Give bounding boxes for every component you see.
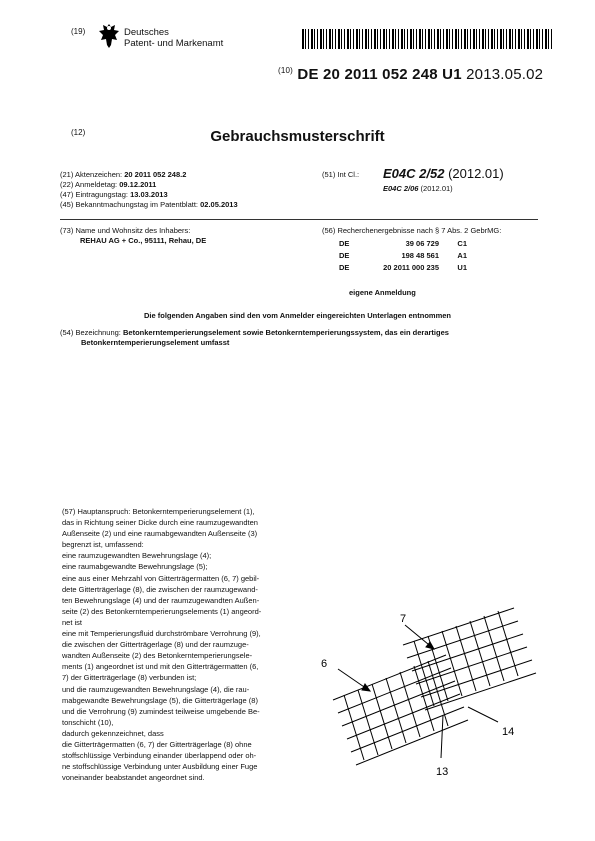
divider (60, 219, 538, 220)
field-value: 09.12.2011 (119, 180, 157, 189)
abstract-line (62, 506, 314, 517)
applicant-note: Die folgenden Angaben sind den vom Anmelder eingereichten Unterlagen entnommen (144, 311, 451, 320)
abstract-line: wandten Außenseite (2) des Betonkerntemperierungsele- (62, 651, 253, 661)
document-type-title: Gebrauchsmusterschrift (210, 128, 385, 145)
abstract-line: dete Gitterträgerlage (8), die zwischen der raumzugewand- (62, 584, 258, 594)
abstract-line: und die raumzugewandten Bewehrungslage (4), die rau- (62, 684, 250, 694)
int-cl-secondary-year: (2012.01) (420, 184, 453, 193)
int-cl-label: Int Cl.: (337, 170, 360, 179)
citation-country: DE (339, 251, 350, 260)
abstract-line: eine raumzugewandten Bewehrungslage (4); (62, 551, 212, 561)
figure-label-13: 13 (436, 766, 449, 778)
designation-title-line1: Betonkerntemperierungselement sowie Betonkerntemperierungssystem, das ein derartiges (122, 328, 449, 337)
field-label: Eintragungstag: (75, 190, 128, 199)
field-filing-date (60, 180, 156, 189)
code-12: (12) (71, 128, 86, 137)
office-name-line2: Patent- und Markenamt (124, 38, 224, 49)
owner-label (60, 226, 190, 235)
field-value: 20 2011 052 248.2 (124, 170, 187, 179)
document-number: DE 20 2011 052 248 U1 (297, 66, 462, 83)
field-code: (21) (60, 170, 74, 179)
field-publication-date (60, 200, 238, 209)
citation-number: 39 06 729 (405, 239, 439, 248)
search-label (322, 226, 501, 235)
office-name-line1: Deutsches (124, 27, 169, 38)
citation-kind: A1 (457, 251, 467, 260)
owner-value (80, 236, 206, 245)
field-label: Recherchenergebnisse nach § 7 Abs. 2 GebrMG: (337, 226, 502, 235)
field-registration-date (60, 190, 168, 199)
field-code: (57) (62, 507, 76, 516)
int-cl-code: (51) (322, 170, 336, 179)
abstract-line: das in Richtung seiner Dicke durch eine raumzugewandten (62, 518, 258, 528)
citation-number: 198 48 561 (401, 251, 439, 260)
office-name (124, 27, 223, 49)
search-note (349, 288, 416, 297)
citation-row (339, 263, 467, 272)
field-value: 13.03.2013 (130, 190, 168, 199)
figure-label-6: 6 (321, 658, 328, 670)
field-label: Bezeichnung: (75, 328, 121, 337)
field-application-number (60, 170, 186, 179)
citation-country: DE (339, 263, 350, 272)
abstract-line: eine raumabgewandte Bewehrungslage (5); (62, 562, 208, 572)
abstract-line: voneinander beabstandet angeordnet sind. (62, 773, 205, 783)
int-cl-main-value: E04C 2/52 (383, 166, 445, 181)
abstract-line: ments (1) angeordnet ist und mit den Gitterträgermatten (6, (62, 662, 259, 672)
abstract-line: und die Verrohrung (9) zumindest teilweise umgebende Be- (62, 706, 260, 716)
barcode (302, 29, 554, 49)
field-value: 02.05.2013 (200, 200, 238, 209)
abstract-line: eine mit Temperierungsfluid durchströmbare Verrohrung (9), (62, 629, 261, 639)
abstract-line: seite (2) des Betonkerntemperierungselements (1) angeord- (62, 606, 262, 616)
code-19: (19) (71, 27, 86, 36)
figure-label-7: 7 (400, 613, 407, 625)
field-label: Anmeldetag: (75, 180, 118, 189)
field-label: Name und Wohnsitz des Inhabers: (75, 226, 191, 235)
document-number-line (278, 66, 543, 83)
leader-lines (338, 625, 498, 758)
figure-drawing (318, 605, 550, 780)
abstract-line-text: Hauptanspruch: Betonkerntemperierungselement (1), (77, 507, 255, 516)
abstract-line: net ist (62, 617, 83, 627)
abstract-line: mabgewandte Bewehrungslage (5), die Gitterträgerlage (8) (62, 695, 258, 705)
abstract-line: dadurch gekennzeichnet, dass (62, 728, 164, 738)
field-code: (73) (60, 226, 74, 235)
owner-name: REHAU AG + Co., 95111, Rehau, DE (80, 236, 207, 245)
field-label: Aktenzeichen: (75, 170, 123, 179)
citation-kind: U1 (457, 263, 467, 272)
citation-country: DE (339, 239, 350, 248)
abstract-line: ten Bewehrungslage (4) und der raumzugewandten Außen- (62, 595, 260, 605)
search-note-text: eigene Anmeldung (349, 288, 416, 297)
abstract-line: stoffschlüssige Verbindung einander überlappend oder oh- (62, 751, 257, 761)
federal-eagle-logo (98, 22, 120, 50)
citation-row (339, 251, 467, 260)
abstract-line: Außenseite (2) und eine raumabgewandten Außenseite (3) (62, 529, 258, 539)
int-cl-secondary (383, 184, 453, 193)
abstract-line: eine aus einer Mehrzahl von Gitterträgermatten (6, 7) gebil- (62, 573, 260, 583)
field-label: Bekanntmachungstag im Patentblatt: (75, 200, 199, 209)
citation-row (339, 239, 467, 248)
abstract-line: die Gitterträgermatten (6, 7) der Gitterträgerlage (8) ohne (62, 739, 252, 749)
int-cl-main (383, 166, 504, 181)
abstract-line: ne stoffschlüssige Verbindung unter Ausbildung einer Fuge (62, 762, 258, 772)
field-code: (22) (60, 180, 74, 189)
abstract (62, 506, 314, 783)
field-code: (47) (60, 190, 74, 199)
int-cl-main-year: (2012.01) (448, 166, 504, 181)
abstract-line: tonschicht (10), (62, 717, 114, 727)
grid-mat-6 (333, 655, 468, 765)
designation (60, 328, 449, 348)
citation-kind: C1 (457, 239, 467, 248)
code-10: (10) (278, 66, 294, 75)
citation-number: 20 2011 000 235 (383, 263, 439, 272)
field-code: (54) (60, 328, 74, 337)
figure-label-14: 14 (502, 726, 515, 738)
document-date: 2013.05.02 (466, 66, 544, 83)
int-cl-block (322, 170, 359, 179)
designation-title-line2: Betonkerntemperierungselement umfasst (81, 338, 230, 347)
abstract-line: 7) der Gitterträgerlage (8) verbunden ist; (62, 673, 197, 683)
abstract-line: begrenzt ist, umfassend: (62, 540, 144, 550)
field-code: (56) (322, 226, 336, 235)
int-cl-secondary-value: E04C 2/06 (383, 184, 419, 193)
abstract-line: die zwischen der Gitterträgerlage (8) und der raumzuge- (62, 640, 249, 650)
field-code: (45) (60, 200, 74, 209)
